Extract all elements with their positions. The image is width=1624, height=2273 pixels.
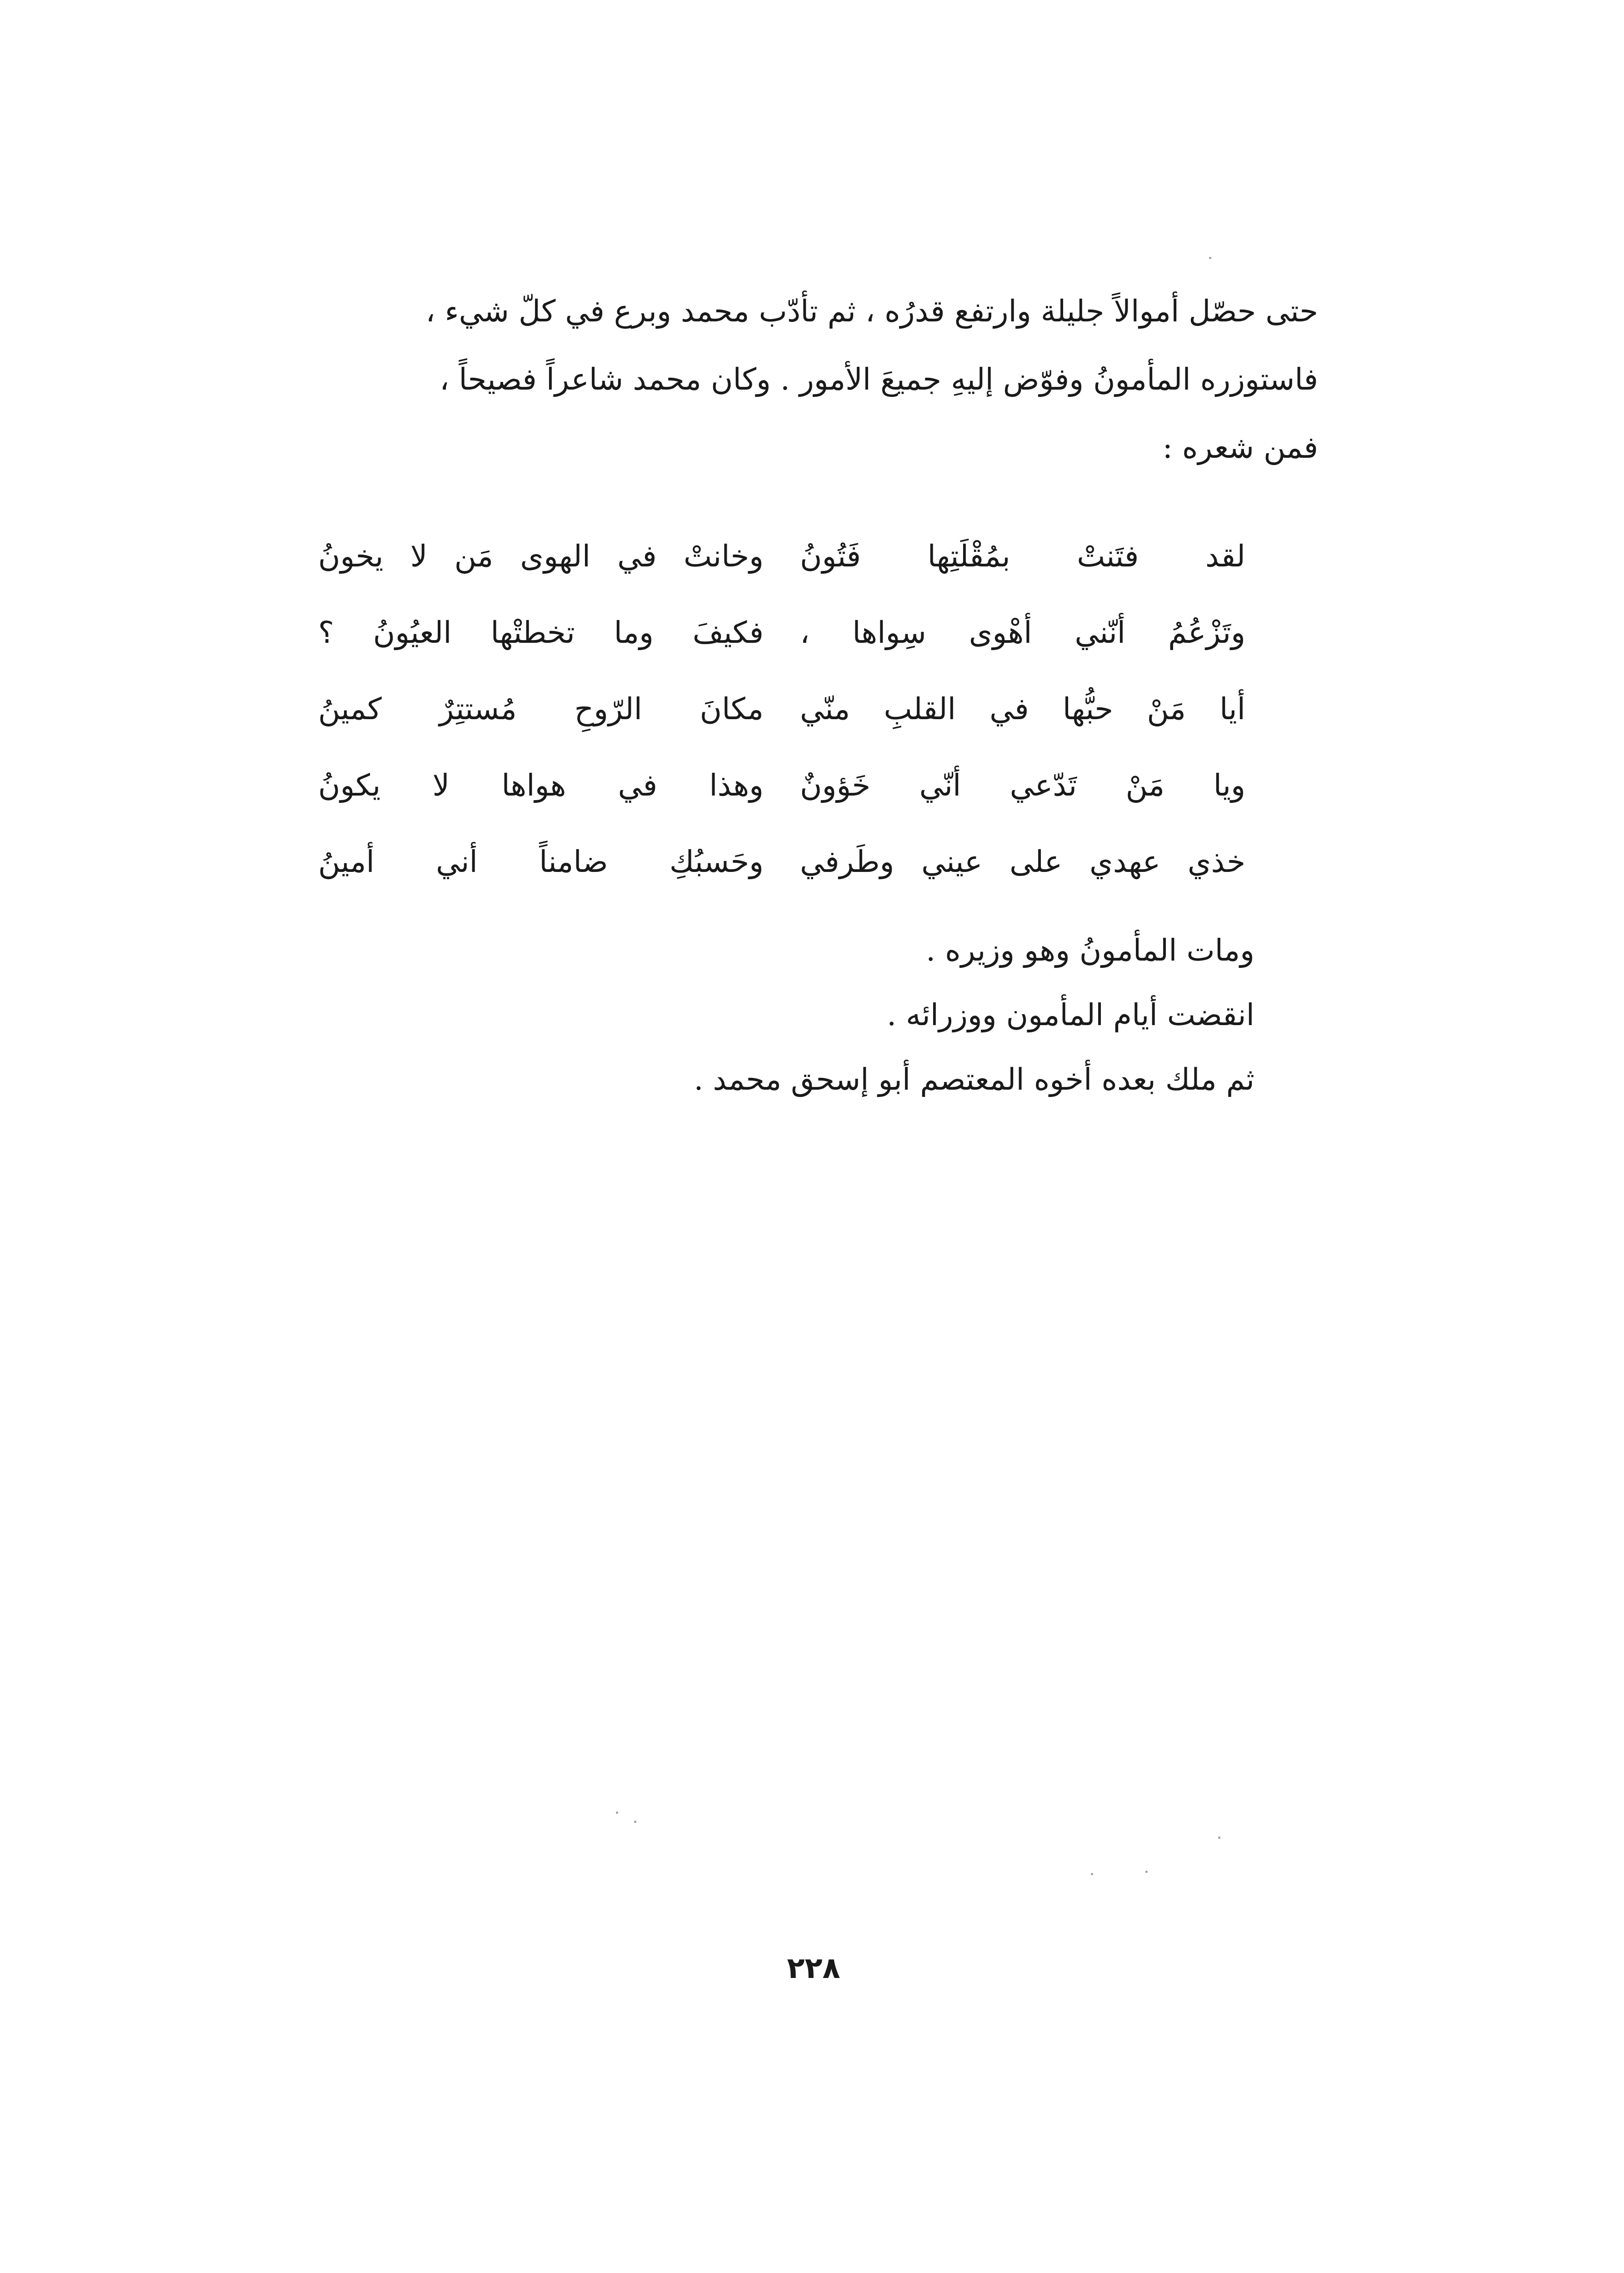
scan-speck [1209, 257, 1211, 259]
poem-verse [318, 824, 1245, 900]
scan-speck [1218, 1837, 1220, 1839]
closing-line-1: ومات المأمونُ وهو وزيره . [926, 933, 1254, 968]
verse-second-hemistich: وهذا في هواها لا يكونُ [318, 768, 764, 803]
verse-first-hemistich: خذي عهدي على عيني وطَرفي [800, 844, 1245, 879]
paragraph-line-2: فاستوزره المأمونُ وفوّض إليهِ جميعَ الأمور . وكان محمد شاعراً فصيحاً ، [440, 362, 1318, 397]
poem-verse [318, 595, 1245, 671]
page-number: ٢٢٨ [787, 1952, 840, 1985]
scan-speck [1091, 1873, 1093, 1875]
verse-second-hemistich: وخانتْ في الهوى مَن لا يخونُ [318, 539, 764, 574]
closing-line-2: انقضت أيام المأمون ووزرائه . [887, 997, 1254, 1032]
intro-paragraph [255, 277, 1318, 482]
poem-verse [318, 671, 1245, 747]
verse-second-hemistich: مكانَ الرّوحِ مُستتِرٌ كمينُ [318, 691, 764, 726]
poem [318, 518, 1245, 900]
verse-first-hemistich: أيا مَنْ حبُّها في القلبِ منّي [800, 691, 1245, 726]
paragraph-line-1: حتى حصّل أموالاً جليلة وارتفع قدرُه ، ثم تأدّب محمد وبرع في كلّ شيء ، [425, 294, 1318, 329]
closing-line-3: ثم ملك بعده أخوه المعتصم أبو إسحق محمد . [694, 1062, 1254, 1097]
scan-speck [616, 1812, 618, 1814]
poem-verse [318, 747, 1245, 824]
verse-second-hemistich: وحَسبُكِ ضامناً أني أمينُ [318, 844, 764, 879]
paragraph-line-3: فمن شعره : [1162, 430, 1318, 465]
closing-lines [545, 918, 1254, 1112]
verse-second-hemistich: فكيفَ وما تخطتْها العيُونُ ؟ [318, 615, 764, 650]
scan-speck [1145, 1871, 1148, 1873]
scan-speck [634, 1821, 636, 1823]
poem-verse [318, 518, 1245, 595]
verse-first-hemistich: وتَزْعُمُ أنّني أهْوى سِواها ، [800, 615, 1245, 650]
verse-first-hemistich: ويا مَنْ تَدّعي أنّي خَؤونٌ [800, 768, 1245, 803]
verse-first-hemistich: لقد فتَنتْ بمُقْلَتِها فَتُونُ [800, 539, 1245, 574]
